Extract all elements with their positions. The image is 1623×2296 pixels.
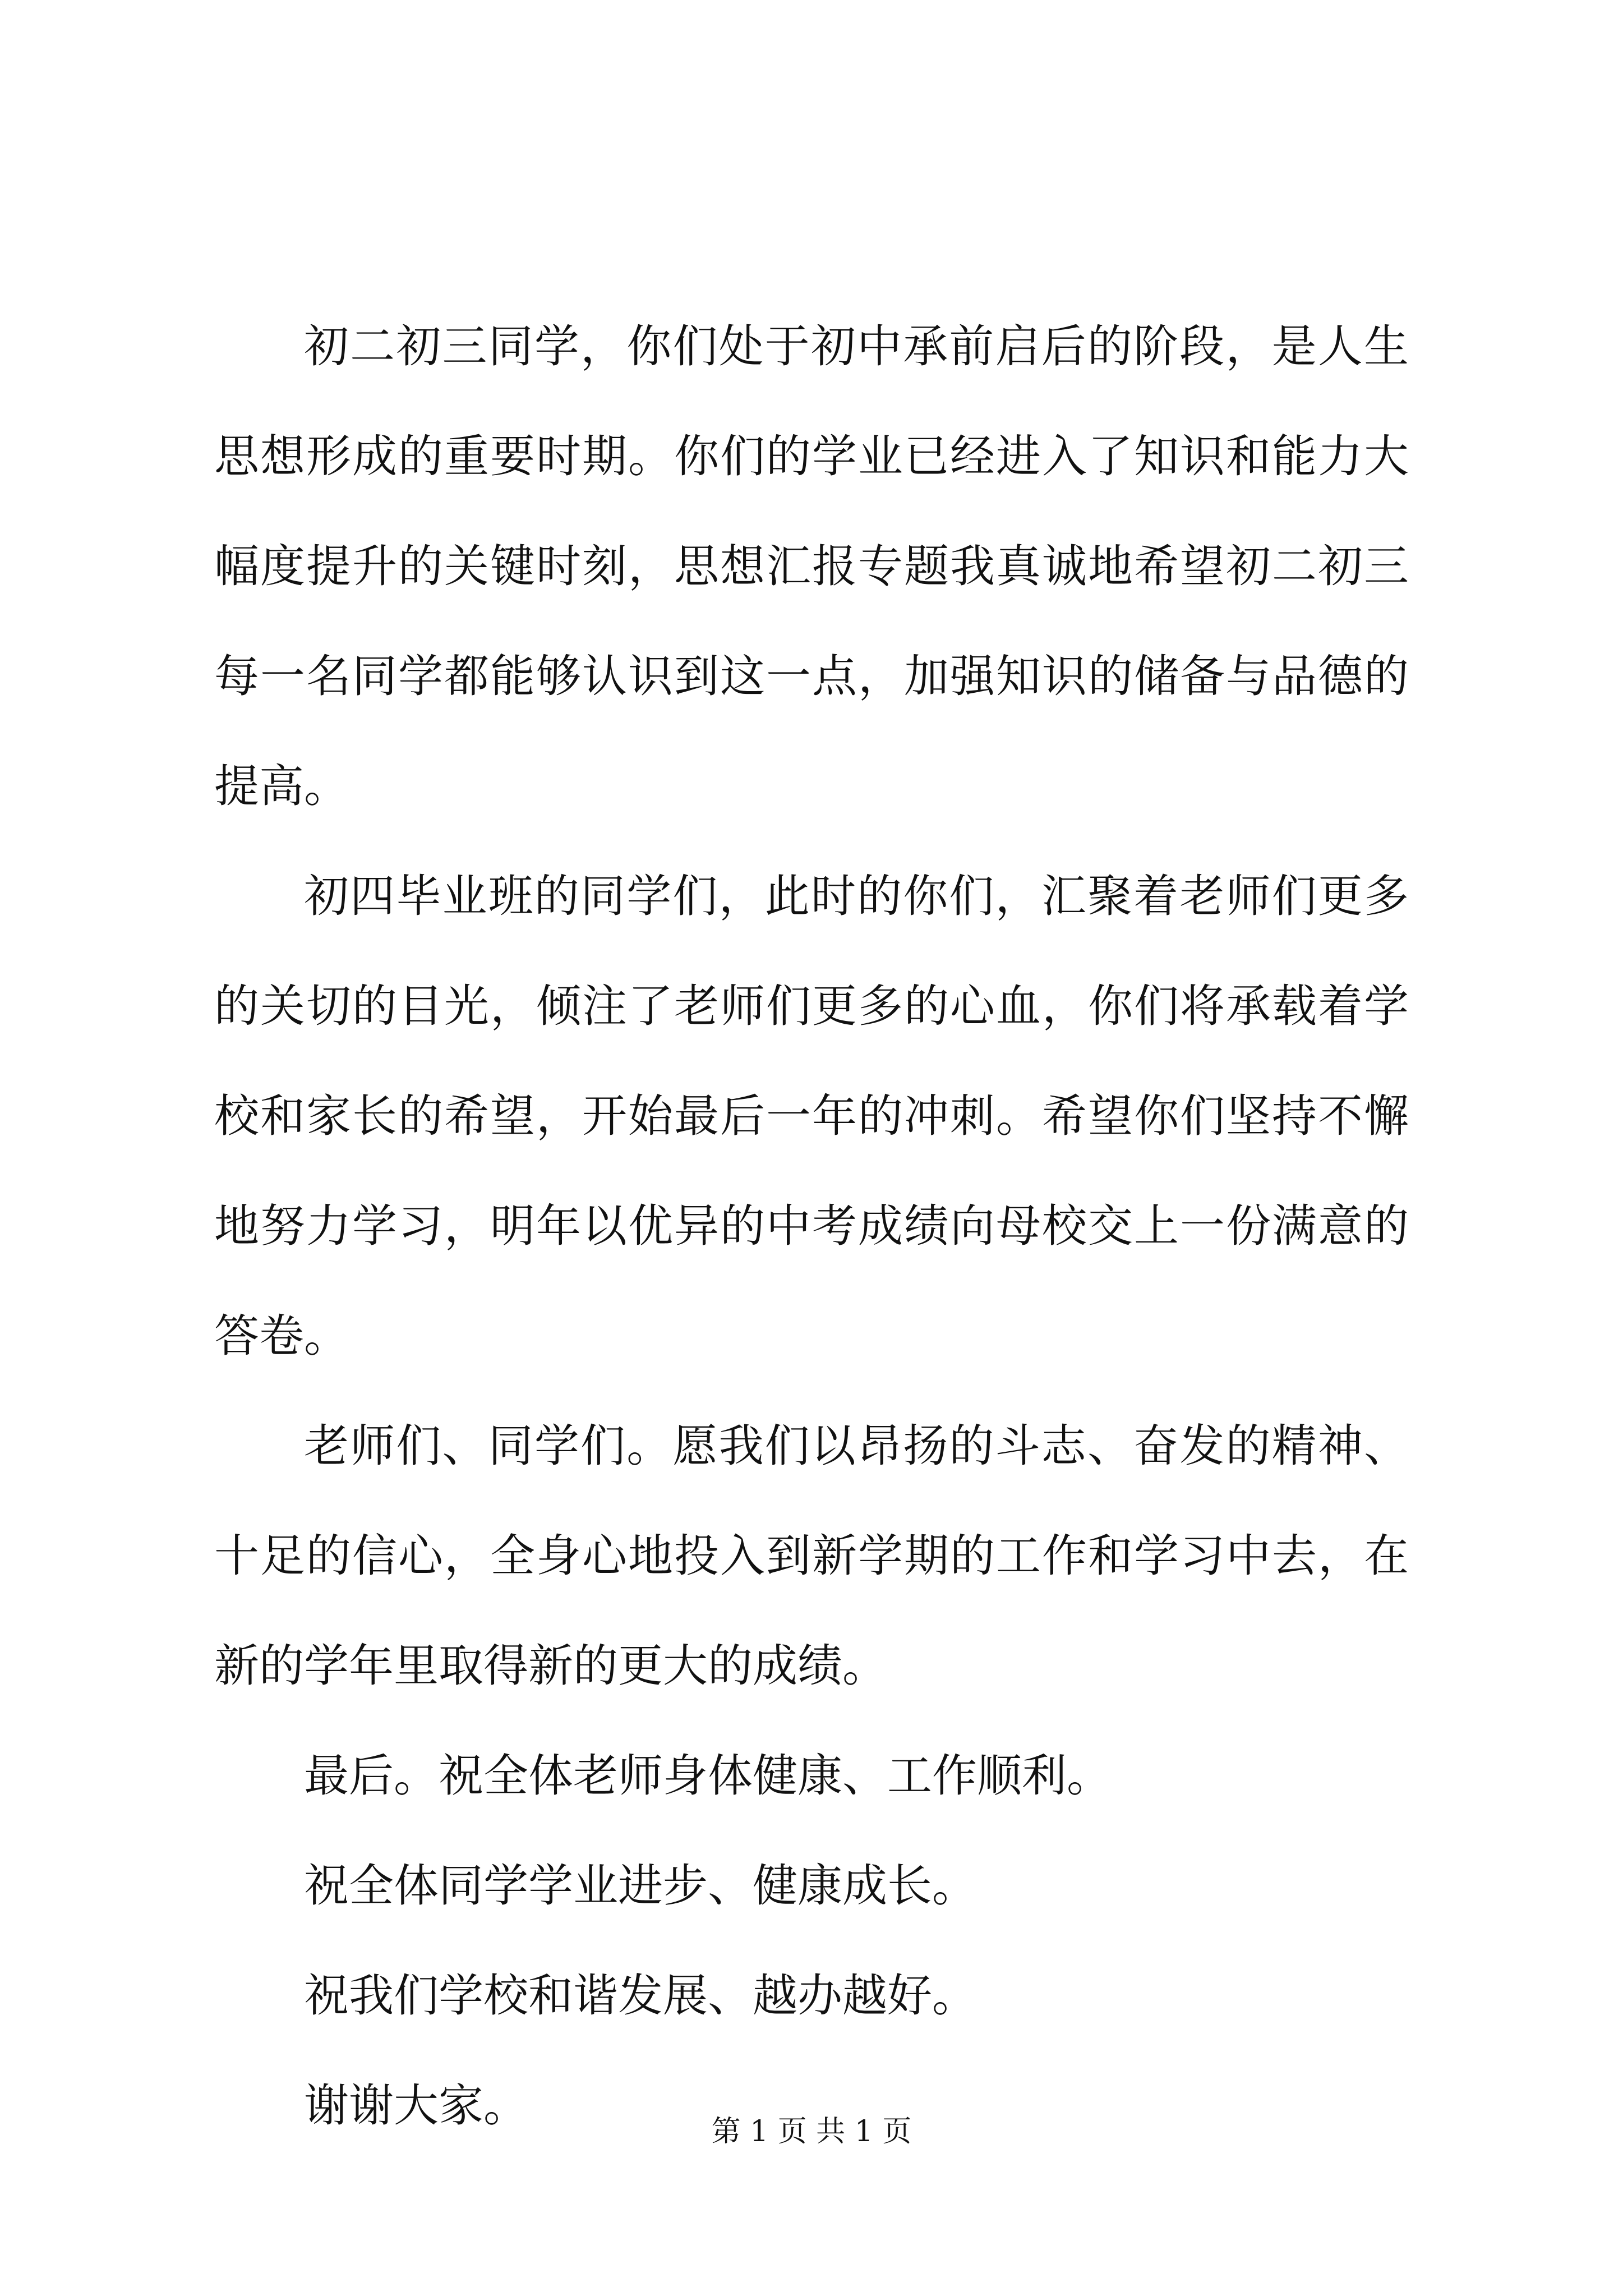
paragraph-wish-teachers: 最后。祝全体老师身体健康、工作顺利。: [304, 1750, 1112, 1802]
paragraph-thanks: 谢谢大家。: [304, 2079, 528, 2132]
paragraph-graduating-class: 初四毕业班的同学们，此时的你们，汇聚着老师们更多的关切的目光，倾注了老师们更多的心血，你们将承载着学校和家长的希望，开始最后一年的冲刺。希望你们坚持不懈地努力学习，明年以优异的中考成绩向母校交上一份满意的答卷。: [214, 870, 1409, 1362]
paragraph-teachers-students: 老师们、同学们。愿我们以昂扬的斗志、奋发的精神、十足的信心，全身心地投入到新学期的工作和学习中去，在新的学年里取得新的更大的成绩。: [214, 1420, 1409, 1692]
paragraph-juniors: 初二初三同学，你们处于初中承前启后的阶段，是人生思想形成的重要时期。你们的学业已经进入了知识和能力大幅度提升的关键时刻，思想汇报专题我真诚地希望初二初三每一名同学都能够认识到这一点，加强知识的储备与品德的提高。: [214, 320, 1409, 812]
paragraph-wish-students: 祝全体同学学业进步、健康成长。: [304, 1860, 977, 1912]
document-body: [214, 292, 1409, 2161]
page-number-footer: 第 1 页 共 1 页: [711, 2115, 912, 2148]
paragraph-wish-school: 祝我们学校和谐发展、越办越好。: [304, 1970, 977, 2022]
